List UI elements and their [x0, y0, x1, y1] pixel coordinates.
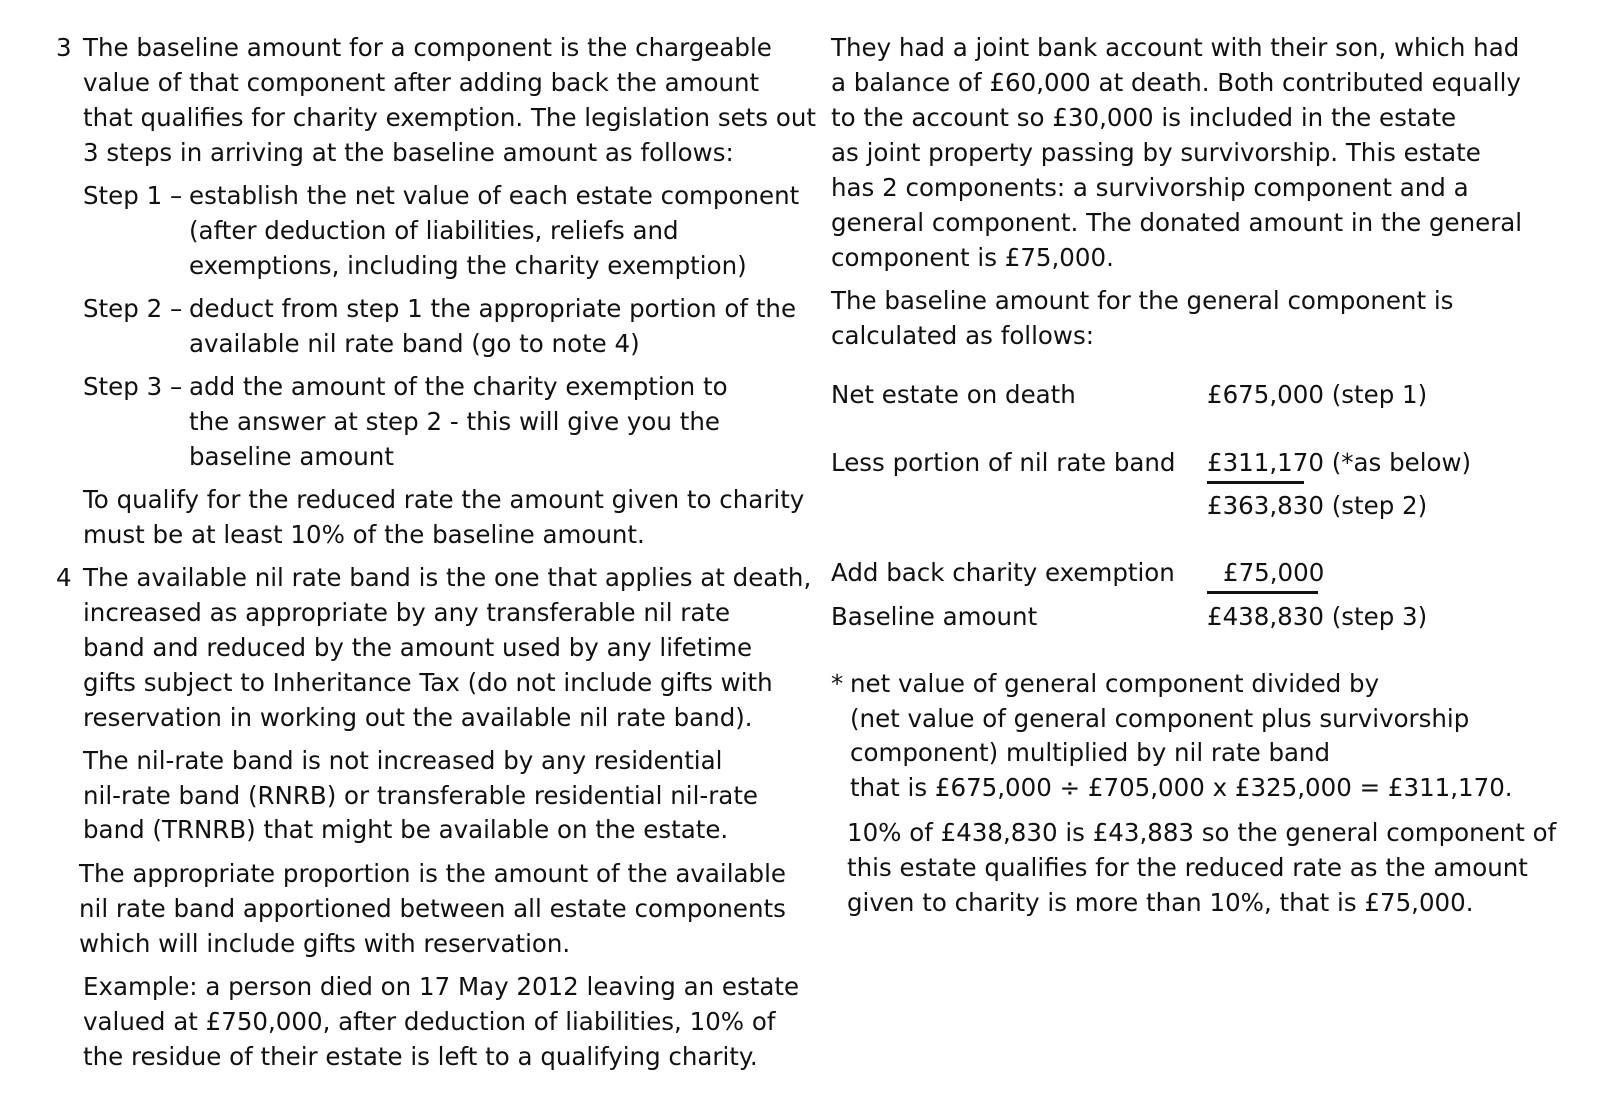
baseline-amount-value: £438,830 (step 3) — [1207, 602, 1428, 631]
paragraph-line: The nil-rate band is not increased by any residential — [83, 746, 723, 775]
step-line: baseline amount — [189, 442, 394, 471]
paragraph-line: They had a joint bank account with their son, which had — [831, 33, 1520, 62]
paragraph-line: calculated as follows: — [831, 321, 1094, 350]
paragraph-line: The baseline amount for a component is the chargeable — [83, 33, 772, 62]
paragraph-line: 10% of £438,830 is £43,883 so the general component of — [847, 818, 1557, 847]
total-rule — [1207, 591, 1318, 594]
paragraph-line: must be at least 10% of the baseline amount. — [83, 520, 645, 549]
paragraph-line: The available nil rate band is the one that applies at death, — [83, 563, 812, 592]
net-estate-label: Net estate on death — [831, 380, 1076, 409]
paragraph-line: value of that component after adding back the amount — [83, 68, 760, 97]
footnote-line: that is £675,000 ÷ £705,000 x £325,000 = £311,170. — [850, 773, 1513, 802]
paragraph-line: increased as appropriate by any transferable nil rate — [83, 598, 731, 627]
footnote-line: net value of general component divided by — [850, 669, 1380, 698]
step-line: available nil rate band (go to note 4) — [189, 329, 640, 358]
note-number: 4 — [56, 563, 72, 592]
step-line: establish the net value of each estate component — [189, 181, 800, 210]
add-back-charity-label: Add back charity exemption — [831, 558, 1175, 587]
paragraph-line: gifts subject to Inheritance Tax (do not include gifts with — [83, 668, 773, 697]
footnote-line: (net value of general component plus survivorship — [850, 704, 1470, 733]
paragraph-line: as joint property passing by survivorship. This estate — [831, 138, 1481, 167]
paragraph-line: component is £75,000. — [831, 243, 1114, 272]
paragraph-line: a balance of £60,000 at death. Both contributed equally — [831, 68, 1521, 97]
paragraph-line: band (TRNRB) that might be available on the estate. — [83, 815, 729, 844]
step-label: Step 1 – — [83, 181, 183, 210]
step-line: exemptions, including the charity exemption) — [189, 251, 747, 280]
paragraph-line: general component. The donated amount in the general — [831, 208, 1523, 237]
less-nil-rate-band-value: £311,170 (*as below) — [1207, 448, 1472, 477]
paragraph-line: this estate qualifies for the reduced rate as the amount — [847, 853, 1528, 882]
paragraph-line: nil-rate band (RNRB) or transferable residential nil-rate — [83, 781, 758, 810]
paragraph-line: The appropriate proportion is the amount of the available — [79, 859, 786, 888]
subtotal-rule — [1207, 481, 1304, 484]
less-nil-rate-band-label: Less portion of nil rate band — [831, 448, 1176, 477]
paragraph-line: valued at £750,000, after deduction of liabilities, 10% of — [83, 1007, 776, 1036]
step-line: the answer at step 2 - this will give you the — [189, 407, 720, 436]
paragraph-line: The baseline amount for the general component is — [831, 286, 1454, 315]
step-line: deduct from step 1 the appropriate portion of the — [189, 294, 797, 323]
paragraph-line: band and reduced by the amount used by any lifetime — [83, 633, 753, 662]
step-label: Step 3 – — [83, 372, 183, 401]
step-label: Step 2 – — [83, 294, 183, 323]
paragraph-line: Example: a person died on 17 May 2012 leaving an estate — [83, 972, 800, 1001]
paragraph-line: To qualify for the reduced rate the amount given to charity — [83, 485, 805, 514]
note-number: 3 — [56, 33, 72, 62]
paragraph-line: given to charity is more than 10%, that is £75,000. — [847, 888, 1474, 917]
paragraph-line: nil rate band apportioned between all estate components — [79, 894, 786, 923]
footnote-marker: * — [831, 669, 844, 698]
step-line: add the amount of the charity exemption to — [189, 372, 728, 401]
step-line: (after deduction of liabilities, reliefs and — [189, 216, 679, 245]
footnote-line: component) multiplied by nil rate band — [850, 738, 1331, 767]
paragraph-line: that qualifies for charity exemption. The legislation sets out — [83, 103, 816, 132]
add-back-charity-value: £75,000 — [1223, 558, 1325, 587]
step-2-value: £363,830 (step 2) — [1207, 491, 1428, 520]
net-estate-value: £675,000 (step 1) — [1207, 380, 1428, 409]
baseline-amount-label: Baseline amount — [831, 602, 1038, 631]
paragraph-line: the residue of their estate is left to a qualifying charity. — [83, 1042, 758, 1071]
paragraph-line: reservation in working out the available nil rate band). — [83, 703, 753, 732]
paragraph-line: to the account so £30,000 is included in the estate — [831, 103, 1457, 132]
paragraph-line: 3 steps in arriving at the baseline amount as follows: — [83, 138, 734, 167]
paragraph-line: which will include gifts with reservation. — [79, 929, 571, 958]
paragraph-line: has 2 components: a survivorship component and a — [831, 173, 1469, 202]
